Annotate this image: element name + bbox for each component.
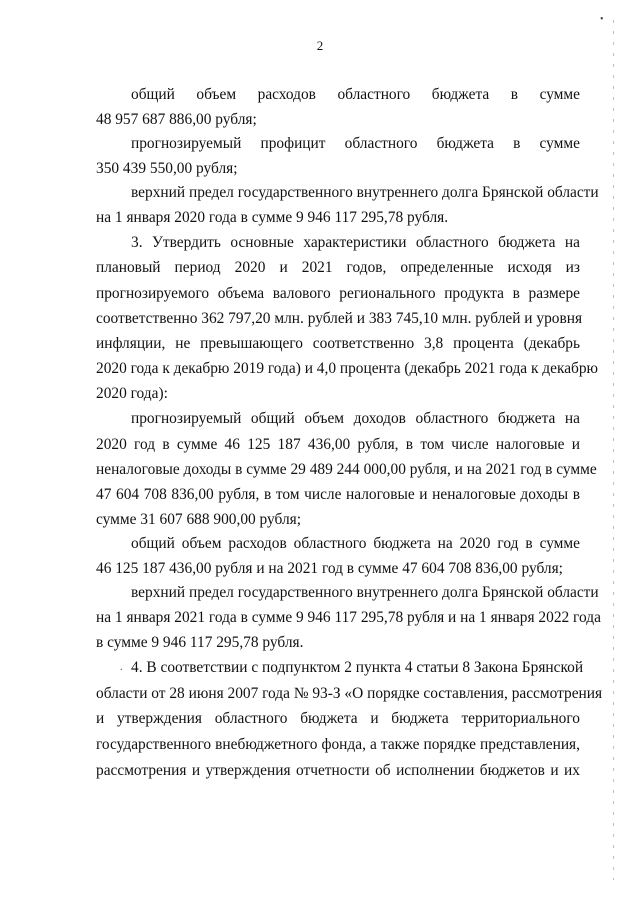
text-line: 47 604 708 836,00 рубля, в том числе налоговые и неналоговые доходы в [96,486,580,503]
text-line: 2020 год в сумме 46 125 187 436,00 рубля, в том числе налоговые и [96,436,580,453]
scan-dot: . [120,662,123,673]
text-line: прогнозируемый профицит областного бюджета в сумме [131,135,580,152]
text-line: инфляции, не превышающего соответственно 3,8 процента (декабрь [96,335,580,352]
text-line: 350 439 550,00 рубля; [96,160,238,177]
page-number: 2 [316,38,324,53]
text-line: сумме 31 607 688 900,00 рубля; [96,511,302,528]
text-line: 46 125 187 436,00 рубля и на 2021 год в сумме 47 604 708 836,00 рубля; [96,560,563,577]
text-line: плановый период 2020 и 2021 годов, определенные исходя из [96,259,580,276]
text-line: прогнозируемого объема валового регионального продукта в размере [96,285,580,302]
text-line: и утверждения областного бюджета и бюджета территориального [96,710,580,727]
text-line: общий объем расходов областного бюджета в сумме [131,86,580,103]
text-line: 2020 года к декабрю 2019 года) и 4,0 процента (декабрь 2021 года к декабрю [96,360,599,377]
text-line: рассмотрения и утверждения отчетности об исполнении бюджетов и их [96,762,580,779]
text-line: верхний предел государственного внутреннего долга Брянской области [131,184,599,201]
text-line: общий объем расходов областного бюджета на 2020 год в сумме [131,535,580,552]
text-line: прогнозируемый общий объем доходов областного бюджета на [131,410,580,427]
text-line: 48 957 687 886,00 рубля; [96,111,257,128]
text-line: области от 28 июня 2007 года № 93-З «О порядке составления, рассмотрения [96,685,603,702]
text-line: верхний предел государственного внутреннего долга Брянской области [131,584,599,601]
text-line: 4. В соответствии с подпунктом 2 пункта 4 статьи 8 Закона Брянской [131,659,584,676]
scan-edge [613,20,614,880]
text-line: 3. Утвердить основные характеристики областного бюджета на [131,234,580,251]
text-line: неналоговые доходы в сумме 29 489 244 000,00 рубля, и на 2021 год в сумме [96,461,597,478]
scan-dot: • [600,14,604,25]
text-line: соответственно 362 797,20 млн. рублей и 383 745,10 млн. рублей и уровня [96,310,583,327]
text-line: в сумме 9 946 117 295,78 рубля. [96,634,304,651]
text-line: на 1 января 2020 года в сумме 9 946 117 295,78 рубля. [96,209,449,226]
text-line: государственного внебюджетного фонда, а также порядке представления, [96,736,580,753]
text-line: 2020 года): [96,385,168,402]
text-line: на 1 января 2021 года в сумме 9 946 117 295,78 рубля и на 1 января 2022 года [96,609,601,626]
